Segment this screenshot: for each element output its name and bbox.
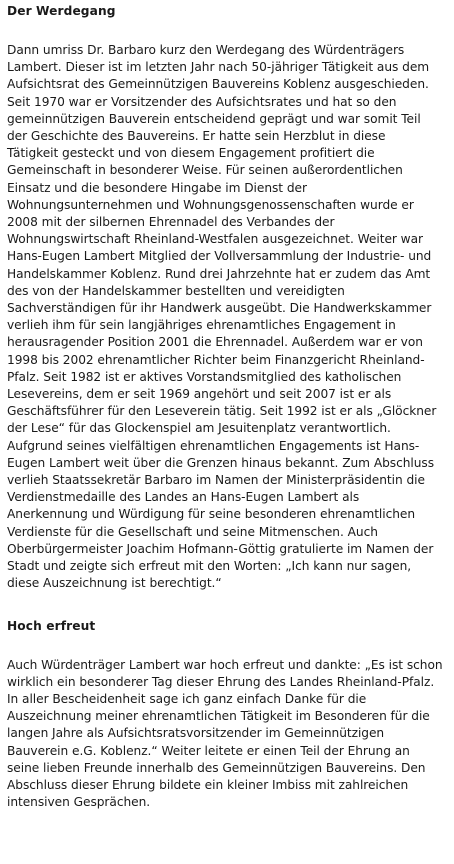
- section-heading-werdegang: Der Werdegang: [7, 4, 116, 18]
- text-line: Eugen Lambert weit über die Grenzen hinaus bekannt. Zum Abschluss: [7, 455, 435, 470]
- text-line: des von der Handelskammer bestellten und vereidigten: [7, 283, 345, 298]
- text-line: Pfalz. Seit 1982 ist er aktives Vorstandsmitglied des katholischen: [7, 369, 402, 384]
- text-line: Einsatz und die besondere Hingabe im Dienst der: [7, 180, 307, 195]
- text-line: seine lieben Freunde innerhalb des Gemeinnützigen Bauvereins. Den: [7, 760, 426, 775]
- text-line: Wohnungsunternehmen und Wohnungsgenossenschaften wurde er: [7, 197, 414, 212]
- text-line: Verdienstmedaille des Landes an Hans-Eugen Lambert als: [7, 490, 360, 505]
- text-line: gemeinnützigen Bauverein entscheidend geprägt und war somit Teil: [7, 111, 421, 126]
- text-line: wirklich ein besonderer Tag dieser Ehrung des Landes Rheinland-Pfalz.: [7, 674, 435, 689]
- text-line: Aufgrund seines vielfältigen ehrenamtlichen Engagements ist Hans-: [7, 438, 420, 453]
- text-line: Auch Würdenträger Lambert war hoch erfreut und dankte: „Es ist schon: [7, 657, 443, 672]
- text-line: Handelskammer Koblenz. Rund drei Jahrzehnte hat er zudem das Amt: [7, 266, 431, 281]
- text-line: Aufsichtsrat des Gemeinnützigen Bauvereins Koblenz ausgeschieden.: [7, 77, 429, 92]
- text-line: Lambert. Dieser ist im letzten Jahr nach 50-jähriger Tätigkeit aus dem: [7, 60, 430, 75]
- text-line: Abschluss dieser Ehrung bildete ein kleiner Imbiss mit zahlreichen: [7, 777, 409, 792]
- text-line: Hans-Eugen Lambert Mitglied der Vollversammlung der Industrie- und: [7, 249, 432, 264]
- paragraph-werdegang: [7, 42, 448, 593]
- text-line: Stadt und zeigte sich erfreut mit den Worten: „Ich kann nur sagen,: [7, 559, 412, 574]
- text-line: herausragender Position 2001 die Ehrennadel. Außerdem war er von: [7, 335, 423, 350]
- text-line: verlieh Staatssekretär Barbaro im Namen der Ministerpräsidentin die: [7, 473, 425, 488]
- text-line: der Geschichte des Bauvereins. Er hatte sein Herzblut in diese: [7, 129, 386, 144]
- text-line: der Lese“ für das Glockenspiel am Jesuitenplatz verantwortlich.: [7, 421, 391, 436]
- text-line: Verdienste für die Gesellschaft und seine Mitmenschen. Auch: [7, 524, 378, 539]
- text-line: Dann umriss Dr. Barbaro kurz den Werdegang des Würdenträgers: [7, 43, 405, 57]
- text-line: Sachverständigen für ihr Handwerk ausgeübt. Die Handwerkskammer: [7, 301, 432, 316]
- text-line: In aller Bescheidenheit sage ich ganz einfach Danke für die: [7, 691, 367, 706]
- text-line: diese Auszeichnung ist berechtigt.“: [7, 576, 222, 591]
- text-line: Seit 1970 war er Vorsitzender des Aufsichtsrates und hat so den: [7, 94, 397, 109]
- text-line: Bauverein e.G. Koblenz.“ Weiter leitete er einen Teil der Ehrung an: [7, 743, 410, 758]
- text-line: Wohnungswirtschaft Rheinland-Westfalen ausgezeichnet. Weiter war: [7, 232, 423, 247]
- section-heading-hoch-erfreut: Hoch erfreut: [7, 618, 96, 633]
- paragraph-hoch-erfreut: [7, 657, 448, 812]
- text-line: verlieh ihm für sein langjähriges ehrenamtliches Engagement in: [7, 318, 396, 333]
- text-line: Anerkennung und Würdigung für seine besonderen ehrenamtlichen: [7, 507, 416, 522]
- text-line: intensiven Gesprächen.: [7, 795, 151, 810]
- text-line: Gemeinschaft in besonderer Weise. Für seinen außerordentlichen: [7, 163, 403, 178]
- text-line: Geschäftsführer für den Leseverein tätig. Seit 1992 ist er als „Glöckner: [7, 404, 437, 419]
- text-line: Tätigkeit gesteckt und von diesem Engagement profitiert die: [7, 146, 375, 161]
- text-line: Lesevereins, dem er seit 1969 angehört und seit 2007 ist er als: [7, 387, 392, 402]
- text-line: 1998 bis 2002 ehrenamtlicher Richter beim Finanzgericht Rheinland-: [7, 352, 425, 367]
- text-line: Oberbürgermeister Joachim Hofmann-Göttig gratulierte im Namen der: [7, 541, 434, 556]
- text-line: Auszeichnung meiner ehrenamtlichen Tätigkeit im Besonderen für die: [7, 709, 430, 724]
- text-line: 2008 mit der silbernen Ehrennadel des Verbandes der: [7, 215, 335, 230]
- text-line: langen Jahre als Aufsichtsratsvorsitzender im Gemeinnützigen: [7, 726, 385, 741]
